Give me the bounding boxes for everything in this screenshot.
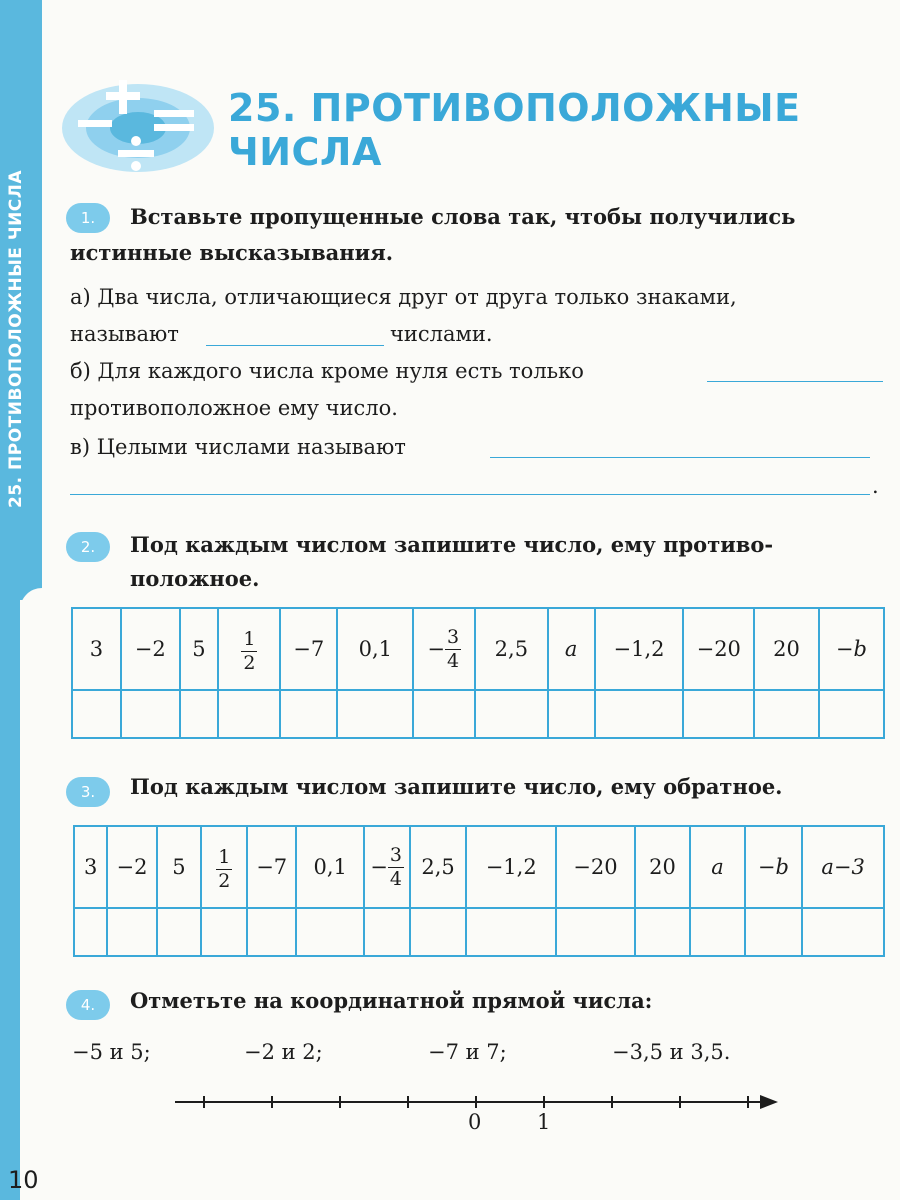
fraction-numerator: 1 xyxy=(243,627,256,650)
opposite-answer-cell[interactable] xyxy=(413,690,475,738)
opposite-answer-cell[interactable] xyxy=(72,690,121,738)
task-1c-end: . xyxy=(872,474,879,498)
opposite-value-cell xyxy=(218,608,280,690)
reciprocal-value-cell: −1,2 xyxy=(466,826,556,908)
opposite-numbers-table xyxy=(71,607,885,739)
reciprocal-value-cell: 3 xyxy=(74,826,107,908)
side-tab-lower xyxy=(0,600,20,1200)
task-1a-line1: а) Два числа, отличающиеся друг от друга только знаками, xyxy=(70,285,737,309)
reciprocal-value-cell: 5 xyxy=(157,826,201,908)
opposite-answer-cell[interactable] xyxy=(683,690,754,738)
axis-arrow-icon xyxy=(760,1095,778,1109)
reciprocal-value-cell: 20 xyxy=(635,826,690,908)
fraction-denominator: 2 xyxy=(243,651,256,674)
answer-blank-1b[interactable] xyxy=(707,381,883,382)
task-2-prompt-line2: положное. xyxy=(130,566,260,591)
opposite-value-cell: 3 xyxy=(72,608,121,690)
number-pair-2: −2 и 2; xyxy=(244,1040,323,1064)
opposite-answer-cell[interactable] xyxy=(754,690,819,738)
number-pair-4: −3,5 и 3,5. xyxy=(612,1040,731,1064)
fraction-denominator: 2 xyxy=(218,869,231,892)
fraction xyxy=(241,627,257,674)
reciprocal-value-cell: −b xyxy=(745,826,802,908)
reciprocal-answer-cell[interactable] xyxy=(410,908,466,956)
opposite-answer-cell[interactable] xyxy=(280,690,337,738)
axis-zero-label: 0 xyxy=(468,1110,482,1134)
opposite-answer-cell[interactable] xyxy=(218,690,280,738)
reciprocal-value-cell xyxy=(364,826,409,908)
opposite-value-cell xyxy=(413,608,475,690)
opposite-answer-cell[interactable] xyxy=(595,690,684,738)
opposite-answer-cell[interactable] xyxy=(121,690,180,738)
reciprocal-value-cell: 0,1 xyxy=(296,826,365,908)
opposite-answer-cell[interactable] xyxy=(337,690,413,738)
side-tab-label xyxy=(6,478,26,508)
fraction xyxy=(445,625,461,672)
task-2-prompt-line1: Под каждым числом запишите число, ему противо- xyxy=(130,532,774,557)
reciprocal-value-cell: −7 xyxy=(247,826,295,908)
opposite-answer-cell[interactable] xyxy=(548,690,595,738)
opposite-value-cell: −2 xyxy=(121,608,180,690)
reciprocal-value-cell: −20 xyxy=(556,826,635,908)
reciprocal-value-cell: a−3 xyxy=(802,826,884,908)
reciprocal-answer-cell[interactable] xyxy=(635,908,690,956)
axis-one-label: 1 xyxy=(537,1110,551,1134)
reciprocal-answer-cell[interactable] xyxy=(690,908,744,956)
task-1a-line2-start: называют xyxy=(70,322,179,346)
opposite-answer-cell[interactable] xyxy=(475,690,548,738)
opposite-value-cell: 5 xyxy=(180,608,219,690)
page-number: 10 xyxy=(8,1166,39,1194)
page-title: 25. ПРОТИВОПОЛОЖНЫЕ ЧИСЛА xyxy=(228,86,801,174)
answer-blank-1a[interactable] xyxy=(206,345,384,346)
reciprocal-numbers-table xyxy=(73,825,885,957)
opposite-value-cell: −20 xyxy=(683,608,754,690)
task-1c-line1: в) Целыми числами называют xyxy=(70,435,406,459)
opposite-value-cell: −7 xyxy=(280,608,337,690)
opposite-answer-cell[interactable] xyxy=(180,690,219,738)
opposite-value-cell: 0,1 xyxy=(337,608,413,690)
fraction-denominator: 4 xyxy=(447,649,460,672)
reciprocal-answer-cell[interactable] xyxy=(74,908,107,956)
task-1b-line1: б) Для каждого числа кроме нуля есть только xyxy=(70,359,584,383)
fraction-numerator: 3 xyxy=(447,625,460,648)
opposite-value-cell: −b xyxy=(819,608,884,690)
task-4-badge: 4. xyxy=(66,990,110,1020)
fraction xyxy=(388,843,404,890)
reciprocal-answer-cell[interactable] xyxy=(466,908,556,956)
fraction xyxy=(216,845,232,892)
answer-blank-1c[interactable] xyxy=(490,457,870,458)
reciprocal-answer-cell[interactable] xyxy=(157,908,201,956)
reciprocal-answer-cell[interactable] xyxy=(296,908,365,956)
reciprocal-value-cell: 2,5 xyxy=(410,826,466,908)
fraction-numerator: 1 xyxy=(218,845,231,868)
fraction-denominator: 4 xyxy=(389,867,402,890)
reciprocal-value-cell: a xyxy=(690,826,744,908)
reciprocal-answer-cell[interactable] xyxy=(556,908,635,956)
answer-blank-1c-line2[interactable] xyxy=(70,494,870,495)
opposite-value-cell: a xyxy=(548,608,595,690)
reciprocal-answer-cell[interactable] xyxy=(201,908,247,956)
fraction-sign: − xyxy=(427,637,445,661)
task-1-prompt-line2: истинные высказывания. xyxy=(70,240,394,265)
task-1-prompt-line1: Вставьте пропущенные слова так, чтобы получились xyxy=(130,204,796,229)
fraction-sign: − xyxy=(370,855,388,879)
number-pair-3: −7 и 7; xyxy=(428,1040,507,1064)
math-symbols-icon xyxy=(58,70,218,180)
reciprocal-value-cell xyxy=(201,826,247,908)
reciprocal-answer-cell[interactable] xyxy=(247,908,295,956)
task-1a-line2-end: числами. xyxy=(390,322,493,346)
reciprocal-answer-cell[interactable] xyxy=(364,908,409,956)
reciprocal-value-cell: −2 xyxy=(107,826,156,908)
reciprocal-answer-cell[interactable] xyxy=(802,908,884,956)
task-3-prompt: Под каждым числом запишите число, ему обратное. xyxy=(130,774,783,799)
task-4-prompt: Отметьте на координатной прямой числа: xyxy=(130,988,653,1013)
opposite-value-cell: 2,5 xyxy=(475,608,548,690)
task-1-badge: 1. xyxy=(66,203,110,233)
task-1b-line2: противоположное ему число. xyxy=(70,396,398,420)
reciprocal-answer-cell[interactable] xyxy=(745,908,802,956)
opposite-value-cell: −1,2 xyxy=(595,608,684,690)
number-pair-1: −5 и 5; xyxy=(72,1040,151,1064)
fraction-numerator: 3 xyxy=(389,843,402,866)
reciprocal-answer-cell[interactable] xyxy=(107,908,156,956)
opposite-value-cell: 20 xyxy=(754,608,819,690)
opposite-answer-cell[interactable] xyxy=(819,690,884,738)
task-2-badge: 2. xyxy=(66,532,110,562)
task-3-badge: 3. xyxy=(66,777,110,807)
